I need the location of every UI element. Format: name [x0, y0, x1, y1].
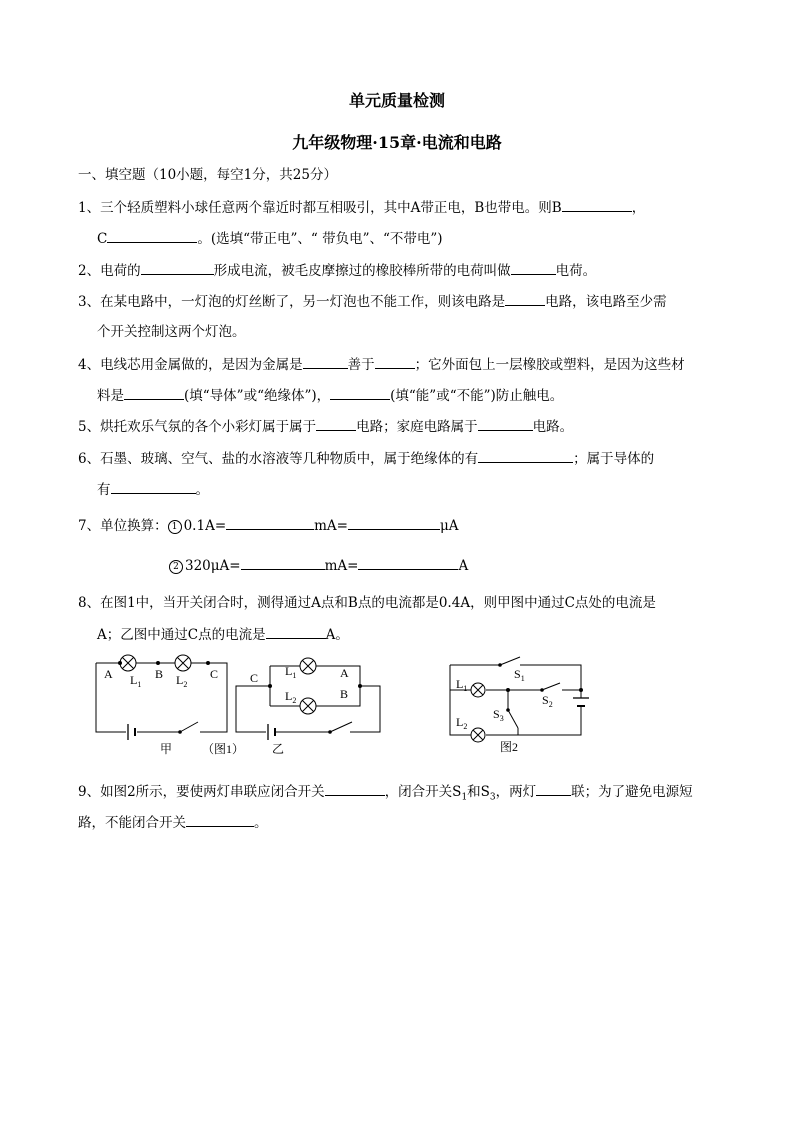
- circled-number-1: 1: [168, 520, 182, 534]
- yi-outer-wire: [236, 686, 380, 732]
- q9-text-f: 路，不能闭合开关: [78, 815, 186, 831]
- q9-text-a: 9、如图2所示，要使两灯串联应闭合开关: [78, 784, 325, 800]
- question-4-line-1: [78, 355, 685, 374]
- label-point-c-yi: C: [250, 671, 259, 685]
- question-4-line-2: [97, 386, 563, 405]
- figure-2-caption: 图2: [500, 740, 519, 754]
- q3-text-a: 3、在某电路中，一灯泡的灯丝断了，另一灯泡也不能工作，则该电路是: [78, 294, 506, 310]
- q4-text-a: 4、电线芯用金属做的，是因为金属是: [78, 357, 303, 373]
- yi-switch-blade: [330, 722, 352, 732]
- label-switch-s3: $S_3$: [493, 707, 504, 723]
- answer-blank[interactable]: [316, 417, 356, 431]
- answer-blank[interactable]: [478, 417, 533, 431]
- label-point-b: B: [155, 667, 164, 681]
- q7-r2-c: A: [458, 558, 469, 574]
- q6-text-c: 有: [97, 482, 111, 498]
- q6-text-d: 。: [195, 482, 209, 498]
- answer-blank[interactable]: [186, 813, 254, 827]
- question-3-line-2: 个开关控制这两个灯泡。: [97, 324, 246, 340]
- question-5: [78, 417, 573, 436]
- answer-blank[interactable]: [511, 261, 556, 275]
- label-lamp-l2: $L_2$: [456, 715, 468, 731]
- q9-text-e: 联；为了避免电源短: [571, 784, 693, 800]
- label-lamp-l2: $L_2$: [176, 673, 188, 689]
- answer-blank[interactable]: [330, 386, 390, 400]
- q1-text-a: 1、三个轻质塑料小球任意两个靠近时都互相吸引，其中A带正电，B也带电。则B: [78, 200, 562, 216]
- label-point-a-yi: A: [340, 666, 349, 680]
- circled-number-2: 2: [169, 560, 183, 574]
- answer-blank[interactable]: [226, 516, 314, 530]
- switch-s1-blade: [500, 657, 520, 665]
- question-9-line-1: [78, 782, 693, 807]
- q1-text-a-end: ，: [631, 200, 646, 216]
- question-1-line-1: [78, 198, 645, 217]
- jia-switch-blade: [180, 722, 198, 732]
- answer-blank[interactable]: [478, 449, 573, 463]
- figure-1-circuits: [90, 650, 390, 762]
- q4-text-b: 善于: [347, 357, 375, 373]
- q3-text-b: 电路，该电路至少需: [545, 294, 667, 310]
- question-3-line-1: [78, 292, 667, 311]
- q2-text-c: 电荷。: [555, 263, 597, 279]
- q7-r1-c: μA: [440, 518, 459, 534]
- label-jia: 甲: [160, 742, 173, 756]
- label-lamp-l1-yi: $L_1$: [285, 664, 297, 680]
- question-6-line-2: [97, 480, 209, 499]
- answer-blank[interactable]: [241, 556, 325, 570]
- q2-text-b: 形成电流，被毛皮摩擦过的橡胶棒所带的电荷叫做: [213, 263, 511, 279]
- q6-text-a: 6、石墨、玻璃、空气、盐的水溶液等几种物质中，属于绝缘体的有: [78, 451, 479, 467]
- answer-blank[interactable]: [358, 556, 458, 570]
- q7-r1-a: 0.1A=: [183, 518, 227, 534]
- q2-text-a: 2、电荷的: [78, 263, 141, 279]
- q7-text-a: 7、单位换算：: [78, 518, 168, 534]
- question-8-line-2: [97, 625, 349, 644]
- answer-blank[interactable]: [505, 292, 545, 306]
- q7-r2-a: 320μA=: [185, 558, 241, 574]
- question-8-line-1: 8、在图1中，当开关闭合时，测得通过A点和B点的电流都是0.4A，则甲图中通过C点处的电流是: [78, 595, 656, 611]
- q9-text-b: ，闭合开关S: [384, 784, 462, 800]
- answer-blank[interactable]: [124, 386, 184, 400]
- label-lamp-l1: $L_1$: [456, 677, 468, 693]
- q1-text-b-end: 。(选填“带正电”、“ 带负电”、“不带电”): [197, 231, 443, 247]
- label-point-a: A: [104, 667, 113, 681]
- q6-text-b: ；属于导体的: [573, 451, 655, 467]
- switch-s3-blade: [508, 710, 518, 728]
- q7-r2-b: mA=: [324, 558, 359, 574]
- label-point-c: C: [210, 667, 219, 681]
- question-7-row-2: [169, 556, 468, 575]
- q9-text-d: ，两灯: [495, 784, 537, 800]
- q5-text-c: 电路。: [532, 419, 574, 435]
- q7-r1-b: mA=: [314, 518, 348, 534]
- q4-text-e: (填“导体”或“绝缘体”)，: [184, 388, 331, 404]
- q9-sub-3: 3: [489, 792, 496, 803]
- q4-text-d: 料是: [97, 388, 124, 404]
- answer-blank[interactable]: [303, 355, 348, 369]
- figure-1-caption: （图1）: [202, 742, 245, 756]
- question-7-row-1: [78, 516, 459, 535]
- answer-blank[interactable]: [141, 261, 214, 275]
- q4-text-c: ；它外面包上一层橡胶或塑料，是因为这些材: [414, 357, 685, 373]
- q1-text-b: C: [97, 231, 108, 247]
- q5-text-b: 电路；家庭电路属于: [356, 419, 478, 435]
- answer-blank[interactable]: [325, 782, 385, 796]
- answer-blank[interactable]: [562, 198, 632, 212]
- answer-blank[interactable]: [266, 625, 326, 639]
- section-heading: 一、填空题（10小题，每空1分，共25分）: [78, 167, 337, 183]
- answer-blank[interactable]: [375, 355, 415, 369]
- q8-text-b: A；乙图中通过C点的电流是: [97, 627, 266, 643]
- q4-text-f: (填“能”或“不能”)防止触电。: [390, 388, 564, 404]
- answer-blank[interactable]: [348, 516, 440, 530]
- q9-sub-1: 1: [461, 792, 468, 803]
- question-2: [78, 261, 596, 280]
- label-lamp-l1: $L_1$: [130, 673, 142, 689]
- question-1-line-2: [97, 229, 443, 248]
- question-9-line-2: [78, 813, 268, 832]
- label-switch-s2: $S_2$: [542, 693, 553, 709]
- q9-text-g: 。: [254, 815, 268, 831]
- page-subtitle: 九年级物理·15章·电流和电路: [292, 133, 502, 152]
- answer-blank[interactable]: [111, 480, 196, 494]
- label-yi: 乙: [272, 742, 285, 756]
- question-6-line-1: [78, 449, 654, 468]
- label-lamp-l2-yi: $L_2$: [285, 689, 297, 705]
- answer-blank[interactable]: [107, 229, 197, 243]
- switch-s2-blade: [542, 683, 560, 690]
- answer-blank[interactable]: [536, 782, 571, 796]
- q8-text-c: A。: [325, 627, 349, 643]
- q9-text-c: 和S: [467, 784, 490, 800]
- q5-text-a: 5、烘托欢乐气氛的各个小彩灯属于属于: [78, 419, 317, 435]
- page-title: 单元质量检测: [348, 91, 445, 110]
- label-point-b-yi: B: [340, 687, 349, 701]
- figure-2-circuit: [440, 650, 600, 760]
- label-switch-s1: $S_1$: [514, 667, 525, 683]
